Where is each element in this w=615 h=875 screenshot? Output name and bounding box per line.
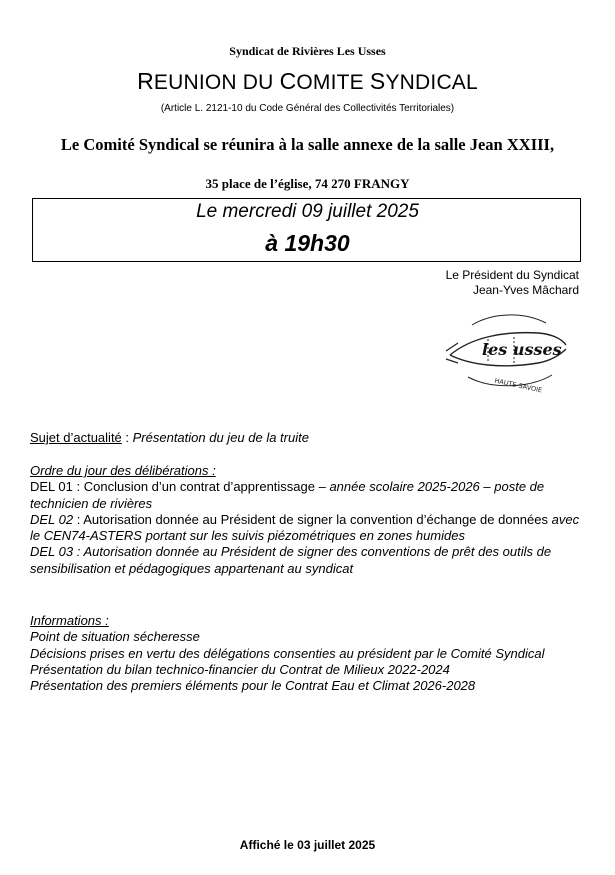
president-signature (446, 268, 579, 298)
information-item: Décisions prises en vertu des délégations consenties au président par le Comité Syndical (30, 645, 545, 661)
agenda-item-del02: DEL 02 : Autorisation donnée au Président de signer la convention d’échange de données avec le CEN74-ASTERS portant sur les suivis piézométriques en zones humides (30, 511, 580, 544)
meeting-address: 35 place de l’église, 74 270 FRANGY (205, 176, 410, 191)
logo-brand-text: les usses (482, 340, 562, 359)
information-item: Point de situation sécheresse (30, 629, 200, 645)
information-item: Présentation du bilan technico-financier du Contrat de Milieux 2022-2024 (30, 661, 450, 677)
agenda-item-del03: DEL 03 : Autorisation donnée au Président de signer des conventions de prêt des outils de sensibilisation et pédagogiques appartenant au syndicat (30, 544, 552, 576)
legal-reference: (Article L. 2121-10 du Code Général des Collectivités Territoriales) (160, 103, 455, 114)
current-topic: Sujet d’actualité : Présentation du jeu de la truite (30, 430, 309, 445)
meeting-time: à 19h30 (265, 230, 350, 256)
page-title: REUNION DU COMITE SYNDICAL (137, 68, 478, 94)
president-role: Le Président du Syndicat (445, 268, 579, 282)
agenda-heading: Ordre du jour des délibérations : (30, 463, 216, 478)
posted-date: Affiché le 03 juillet 2025 (239, 838, 376, 852)
syndicat-logo-stamp (442, 303, 570, 393)
meeting-date: Le mercredi 09 juillet 2025 (196, 201, 419, 222)
information-heading: Informations : (30, 613, 109, 628)
fish-stamp-icon (442, 303, 570, 393)
agenda-item-del01: DEL 01 : Conclusion d’un contrat d’apprentissage – année scolaire 2025-2026 – poste de technicien de rivières (30, 479, 545, 511)
organization-name: Syndicat de Rivières Les Usses (229, 44, 386, 58)
agenda-section (30, 463, 586, 577)
president-name: Jean-Yves Mâchard (472, 283, 579, 297)
information-item: Présentation des premiers éléments pour le Contrat Eau et Climat 2026-2028 (30, 678, 476, 694)
logo-region-text: HAUTE-SAVOIE (493, 376, 543, 393)
meeting-location: Le Comité Syndical se réunira à la salle annexe de la salle Jean XXIII, (60, 135, 555, 154)
information-section (30, 613, 586, 694)
